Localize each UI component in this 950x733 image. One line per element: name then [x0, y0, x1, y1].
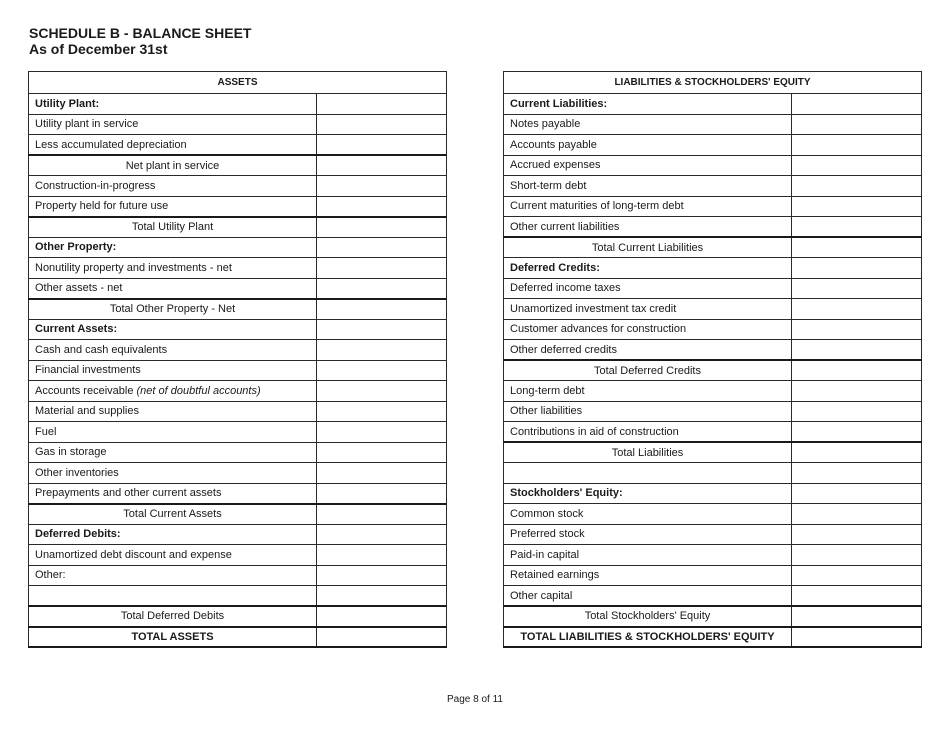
liabilities-label-text: Long-term debt — [510, 384, 585, 397]
assets-row-label — [29, 586, 317, 607]
assets-amount-field[interactable] — [317, 340, 447, 361]
assets-row — [29, 176, 447, 197]
liabilities-row-label — [504, 258, 792, 279]
assets-row — [29, 545, 447, 566]
liabilities-row — [504, 401, 922, 422]
liabilities-label-text: Short-term debt — [510, 179, 587, 192]
assets-label-text: Material and supplies — [35, 405, 139, 418]
assets-amount-field[interactable] — [317, 442, 447, 463]
liabilities-amount-field[interactable] — [792, 545, 922, 566]
assets-amount-field[interactable] — [317, 565, 447, 586]
assets-label-text: Accounts receivable — [35, 384, 134, 397]
assets-amount-field[interactable] — [317, 360, 447, 381]
assets-amount-field[interactable] — [317, 278, 447, 299]
assets-heading: ASSETS — [29, 72, 447, 94]
assets-row-label — [29, 360, 317, 381]
liabilities-amount-field[interactable] — [792, 381, 922, 402]
liabilities-amount-field[interactable] — [792, 606, 922, 627]
assets-amount-field[interactable] — [317, 381, 447, 402]
liabilities-amount-field[interactable] — [792, 340, 922, 361]
assets-amount-field[interactable] — [317, 401, 447, 422]
assets-row-label — [29, 196, 317, 217]
assets-label-text: Deferred Debits: — [35, 528, 121, 541]
assets-row-label — [29, 278, 317, 299]
liabilities-row — [504, 135, 922, 156]
liabilities-row-label — [504, 278, 792, 299]
assets-row — [29, 565, 447, 586]
liabilities-row-label — [504, 524, 792, 545]
liabilities-row-label — [504, 401, 792, 422]
assets-label-text: Utility Plant: — [35, 97, 100, 110]
assets-label-text: Prepayments and other current assets — [35, 487, 222, 499]
liabilities-row — [504, 422, 922, 443]
assets-header-row — [29, 72, 447, 94]
liabilities-amount-field[interactable] — [792, 565, 922, 586]
assets-amount-field[interactable] — [317, 627, 447, 648]
liabilities-amount-field[interactable] — [792, 114, 922, 135]
liabilities-label-text: Other liabilities — [510, 405, 583, 418]
assets-label-text: Nonutility property and investments - net — [35, 261, 232, 274]
schedule-subtitle: As of December 31st — [29, 41, 168, 57]
liabilities-row — [504, 176, 922, 197]
assets-row — [29, 360, 447, 381]
assets-row — [29, 237, 447, 258]
liabilities-row — [504, 463, 922, 484]
assets-row — [29, 463, 447, 484]
liabilities-row — [504, 258, 922, 279]
liabilities-label-text: Accrued expenses — [510, 159, 601, 172]
assets-label-text: Total Other Property - Net — [109, 303, 236, 315]
liabilities-label-text: Preferred stock — [510, 528, 585, 541]
assets-amount-field[interactable] — [317, 155, 447, 176]
liabilities-row — [504, 340, 922, 361]
assets-row-label — [29, 340, 317, 361]
assets-label-text: Net plant in service — [125, 159, 220, 172]
assets-label-text: Other assets - net — [35, 282, 123, 294]
assets-row — [29, 299, 447, 320]
assets-amount-field[interactable] — [317, 217, 447, 238]
assets-row — [29, 381, 447, 402]
liabilities-body — [504, 94, 922, 648]
assets-label-text: Financial investments — [35, 364, 141, 377]
liabilities-amount-field[interactable] — [792, 422, 922, 443]
liabilities-row — [504, 94, 922, 115]
schedule-title: SCHEDULE B - BALANCE SHEET — [29, 25, 252, 41]
assets-amount-field[interactable] — [317, 114, 447, 135]
liabilities-row — [504, 155, 922, 176]
liabilities-label-text: Paid-in capital — [510, 548, 580, 561]
assets-amount-field[interactable] — [317, 237, 447, 258]
liabilities-label-text: Total Stockholders' Equity — [584, 610, 711, 623]
assets-label-text: Fuel — [35, 425, 57, 438]
liabilities-row-label — [504, 504, 792, 525]
assets-row — [29, 278, 447, 299]
assets-row-label — [29, 114, 317, 135]
liabilities-row — [504, 504, 922, 525]
assets-label-text: Cash and cash equivalents — [35, 343, 168, 356]
assets-amount-field[interactable] — [317, 504, 447, 525]
assets-label-text: Current Assets: — [35, 323, 118, 336]
assets-label-text: Total Deferred Debits — [120, 610, 225, 623]
liabilities-header-row — [504, 72, 922, 94]
liabilities-amount-field[interactable] — [792, 278, 922, 299]
assets-amount-field[interactable] — [317, 524, 447, 545]
liabilities-row — [504, 114, 922, 135]
assets-amount-field[interactable] — [317, 258, 447, 279]
assets-row — [29, 524, 447, 545]
liabilities-amount-field[interactable] — [792, 442, 922, 463]
liabilities-amount-field[interactable] — [792, 463, 922, 484]
assets-row — [29, 319, 447, 340]
liabilities-amount-field[interactable] — [792, 258, 922, 279]
liabilities-row — [504, 278, 922, 299]
liabilities-label-text: TOTAL LIABILITIES & STOCKHOLDERS' EQUITY — [520, 630, 775, 643]
assets-row-label — [29, 463, 317, 484]
assets-label-text: Gas in storage — [35, 446, 107, 459]
assets-label-text: Property held for future use — [35, 200, 169, 212]
assets-row-label — [29, 504, 317, 525]
liabilities-amount-field[interactable] — [792, 319, 922, 340]
assets-row-label — [29, 155, 317, 176]
assets-label-text: Construction-in-progress — [35, 179, 156, 192]
liabilities-row-label — [504, 94, 792, 115]
liabilities-row-label — [504, 237, 792, 258]
assets-row — [29, 135, 447, 156]
assets-label-text: Other Property: — [35, 241, 117, 254]
assets-label-text: Other inventories — [35, 466, 119, 479]
assets-row-label — [29, 606, 317, 627]
assets-row — [29, 606, 447, 627]
assets-row — [29, 627, 447, 648]
assets-row — [29, 258, 447, 279]
liabilities-row — [504, 483, 922, 504]
assets-table — [28, 71, 447, 648]
assets-amount-field[interactable] — [317, 463, 447, 484]
liabilities-row-label — [504, 360, 792, 381]
liabilities-amount-field[interactable] — [792, 217, 922, 238]
liabilities-row-label — [504, 606, 792, 627]
assets-amount-field[interactable] — [317, 545, 447, 566]
liabilities-label-text: Other capital — [510, 589, 573, 602]
assets-label-text: Other: — [35, 569, 66, 582]
liabilities-row-label — [504, 319, 792, 340]
liabilities-row — [504, 442, 922, 463]
liabilities-label-text: Stockholders' Equity: — [510, 487, 623, 500]
assets-label-text: Unamortized debt discount and expense — [35, 548, 232, 561]
liabilities-label-text: Retained earnings — [510, 569, 600, 582]
liabilities-heading: LIABILITIES & STOCKHOLDERS' EQUITY — [504, 72, 922, 94]
assets-label-text: TOTAL ASSETS — [131, 630, 214, 643]
assets-row-label — [29, 299, 317, 320]
assets-row-label — [29, 483, 317, 504]
page-number: Page 8 of 11 — [447, 694, 503, 705]
assets-label-text: Total Utility Plant — [131, 221, 214, 233]
assets-body — [29, 94, 447, 648]
assets-row-label — [29, 545, 317, 566]
liabilities-amount-field[interactable] — [792, 94, 922, 115]
liabilities-row-label — [504, 586, 792, 607]
liabilities-row — [504, 319, 922, 340]
liabilities-amount-field[interactable] — [792, 176, 922, 197]
liabilities-row — [504, 524, 922, 545]
liabilities-label-text: Customer advances for construction — [510, 323, 687, 336]
liabilities-amount-field[interactable] — [792, 299, 922, 320]
liabilities-amount-field[interactable] — [792, 586, 922, 607]
assets-row-label — [29, 401, 317, 422]
liabilities-label-text: Unamortized investment tax credit — [510, 302, 677, 315]
liabilities-row — [504, 217, 922, 238]
assets-row — [29, 504, 447, 525]
liabilities-amount-field[interactable] — [792, 483, 922, 504]
liabilities-row-label — [504, 299, 792, 320]
liabilities-row — [504, 299, 922, 320]
assets-row-label — [29, 565, 317, 586]
liabilities-label-text: Notes payable — [510, 118, 581, 131]
liabilities-row-label — [504, 545, 792, 566]
liabilities-row-label — [504, 381, 792, 402]
assets-row-label — [29, 524, 317, 545]
liabilities-row — [504, 381, 922, 402]
assets-row — [29, 196, 447, 217]
liabilities-row — [504, 360, 922, 381]
liabilities-label-text: Other deferred credits — [510, 343, 617, 356]
liabilities-row-label — [504, 340, 792, 361]
liabilities-row — [504, 627, 922, 648]
liabilities-amount-field[interactable] — [792, 524, 922, 545]
liabilities-label-text: Current Liabilities: — [510, 97, 608, 110]
liabilities-amount-field[interactable] — [792, 237, 922, 258]
liabilities-row — [504, 196, 922, 217]
liabilities-label-text: Total Current Liabilities — [591, 241, 704, 254]
liabilities-label-text: Deferred income taxes — [510, 282, 621, 295]
assets-row-label — [29, 381, 317, 402]
liabilities-amount-field[interactable] — [792, 504, 922, 525]
assets-row — [29, 217, 447, 238]
liabilities-row-label — [504, 114, 792, 135]
assets-row-label — [29, 176, 317, 197]
assets-row-label — [29, 319, 317, 340]
assets-amount-field[interactable] — [317, 299, 447, 320]
liabilities-label-text: Accounts payable — [510, 138, 597, 151]
liabilities-row-label — [504, 135, 792, 156]
liabilities-row — [504, 586, 922, 607]
assets-row — [29, 401, 447, 422]
liabilities-row-label — [504, 565, 792, 586]
assets-label-text: Total Current Assets — [123, 508, 222, 520]
assets-amount-field[interactable] — [317, 606, 447, 627]
assets-row — [29, 422, 447, 443]
liabilities-table — [503, 71, 922, 648]
liabilities-amount-field[interactable] — [792, 401, 922, 422]
assets-label-note: (net of doubtful accounts) — [136, 384, 261, 397]
assets-label-text: Utility plant in service — [35, 118, 139, 131]
liabilities-label-text: Total Liabilities — [611, 446, 684, 459]
assets-row-label — [29, 422, 317, 443]
assets-row — [29, 483, 447, 504]
assets-row — [29, 155, 447, 176]
liabilities-row — [504, 545, 922, 566]
liabilities-row — [504, 606, 922, 627]
liabilities-row-label — [504, 627, 792, 648]
assets-row-label — [29, 442, 317, 463]
assets-row — [29, 340, 447, 361]
assets-row — [29, 94, 447, 115]
assets-amount-field[interactable] — [317, 135, 447, 156]
liabilities-label-text: Other current liabilities — [510, 220, 620, 233]
liabilities-row-label — [504, 217, 792, 238]
assets-row-label — [29, 627, 317, 648]
liabilities-row-label — [504, 442, 792, 463]
liabilities-amount-field[interactable] — [792, 627, 922, 648]
assets-row-label — [29, 217, 317, 238]
assets-amount-field[interactable] — [317, 176, 447, 197]
liabilities-row-label — [504, 196, 792, 217]
liabilities-amount-field[interactable] — [792, 360, 922, 381]
assets-amount-field[interactable] — [317, 319, 447, 340]
liabilities-row-label — [504, 483, 792, 504]
assets-amount-field[interactable] — [317, 94, 447, 115]
assets-row — [29, 586, 447, 607]
assets-row-label — [29, 237, 317, 258]
liabilities-row-label — [504, 463, 792, 484]
liabilities-label-text: Common stock — [510, 507, 584, 520]
liabilities-label-text: Current maturities of long-term debt — [510, 200, 684, 213]
assets-row-label — [29, 94, 317, 115]
assets-row — [29, 442, 447, 463]
assets-label-text: Less accumulated depreciation — [35, 138, 187, 151]
liabilities-amount-field[interactable] — [792, 196, 922, 217]
assets-row-label — [29, 258, 317, 279]
liabilities-label-text: Deferred Credits: — [510, 261, 600, 274]
assets-row — [29, 114, 447, 135]
assets-amount-field[interactable] — [317, 586, 447, 607]
liabilities-amount-field[interactable] — [792, 135, 922, 156]
assets-amount-field[interactable] — [317, 422, 447, 443]
liabilities-amount-field[interactable] — [792, 155, 922, 176]
liabilities-row-label — [504, 422, 792, 443]
liabilities-label-text: Contributions in aid of construction — [510, 425, 679, 438]
liabilities-row — [504, 565, 922, 586]
liabilities-row-label — [504, 176, 792, 197]
liabilities-row-label — [504, 155, 792, 176]
liabilities-row — [504, 237, 922, 258]
assets-amount-field[interactable] — [317, 196, 447, 217]
assets-row-label — [29, 135, 317, 156]
liabilities-label-text: Total Deferred Credits — [594, 364, 701, 377]
assets-amount-field[interactable] — [317, 483, 447, 504]
